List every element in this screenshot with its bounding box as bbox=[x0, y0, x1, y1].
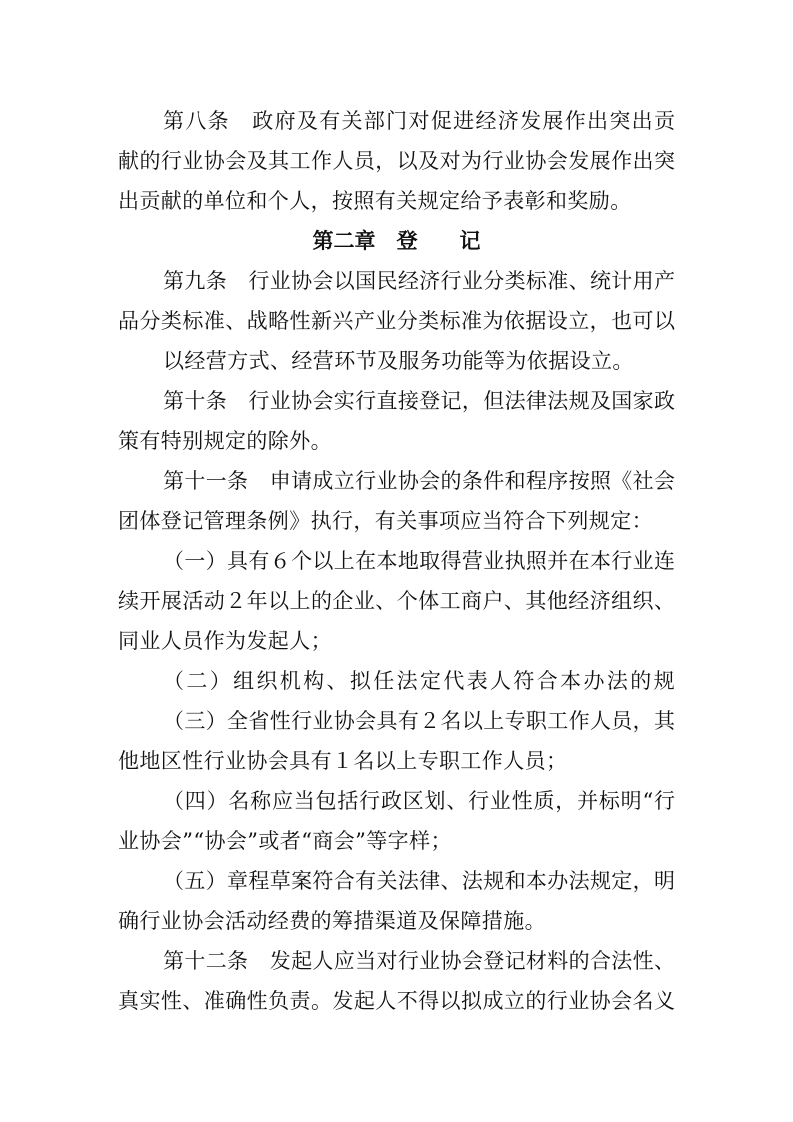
article-10 bbox=[118, 381, 675, 461]
item-5-line: （五）章程草案符合有关法律、法规和本办法规定，明 bbox=[163, 869, 675, 893]
item-5-line: 确行业协会活动经费的筹措渠道及保障措施。 bbox=[118, 909, 546, 933]
article-11-item-1 bbox=[118, 541, 675, 661]
article-9 bbox=[118, 261, 675, 381]
item-1-line: （一）具有６个以上在本地取得营业执照并在本行业连 bbox=[163, 549, 675, 573]
article-11-line: 第十一条 申请成立行业协会的条件和程序按照《社会 bbox=[163, 469, 675, 493]
article-8-line: 献的行业协会及其工作人员，以及对为行业协会发展作出突 bbox=[118, 149, 675, 173]
item-2-line: （二）组织机构、拟任法定代表人符合本办法的规 bbox=[163, 669, 675, 693]
article-9-line: 第九条 行业协会以国民经济行业分类标准、统计用产 bbox=[163, 269, 675, 293]
item-4-line: （四）名称应当包括行政区划、行业性质，并标明“行 bbox=[163, 789, 675, 813]
item-3-line: （三）全省性行业协会具有２名以上专职工作人员，其 bbox=[163, 709, 675, 733]
article-10-line: 第十条 行业协会实行直接登记，但法律法规及国家政 bbox=[163, 389, 675, 413]
article-11-item-3 bbox=[118, 701, 675, 781]
article-11-item-5 bbox=[118, 861, 675, 941]
article-8-line: 出贡献的单位和个人，按照有关规定给予表彰和奖励。 bbox=[118, 189, 632, 213]
item-1-line: 续开展活动２年以上的企业、个体工商户、其他经济组织、 bbox=[118, 589, 675, 613]
article-10-line: 策有特别规定的除外。 bbox=[118, 429, 332, 453]
article-11-line: 团体登记管理条例》执行，有关事项应当符合下列规定： bbox=[118, 509, 653, 533]
article-8 bbox=[118, 101, 675, 221]
article-11-item-2 bbox=[118, 661, 675, 701]
article-12 bbox=[118, 941, 675, 1021]
chapter-2-title: 第二章 登 记 bbox=[312, 229, 481, 253]
article-9-line: 以经营方式、经营环节及服务功能等为依据设立。 bbox=[163, 349, 634, 373]
document-body bbox=[118, 101, 675, 1021]
item-1-line: 同业人员作为发起人； bbox=[118, 629, 332, 653]
article-11-item-4 bbox=[118, 781, 675, 861]
article-8-line: 第八条 政府及有关部门对促进经济发展作出突出贡 bbox=[163, 109, 675, 133]
article-11 bbox=[118, 461, 675, 541]
article-12-line: 真实性、准确性负责。发起人不得以拟成立的行业协会名义 bbox=[118, 989, 675, 1013]
item-4-line: 业协会”“协会”或者“商会”等字样； bbox=[118, 829, 452, 853]
article-9-line: 品分类标准、战略性新兴产业分类标准为依据设立，也可以 bbox=[118, 309, 675, 333]
item-3-line: 他地区性行业协会具有１名以上专职工作人员； bbox=[118, 749, 568, 773]
article-12-line: 第十二条 发起人应当对行业协会登记材料的合法性、 bbox=[163, 949, 675, 973]
